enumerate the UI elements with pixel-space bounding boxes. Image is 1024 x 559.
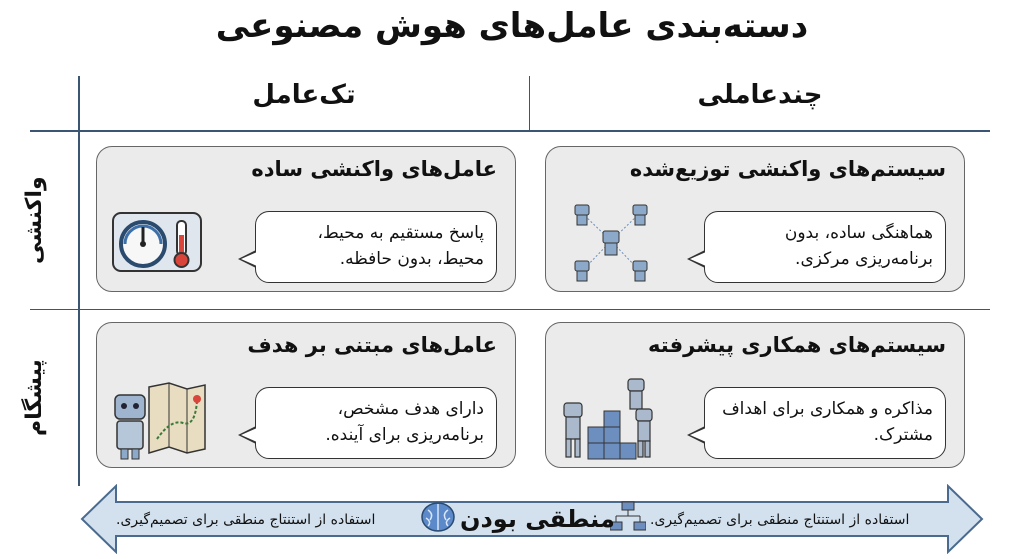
grid-vertical-divider <box>78 76 80 486</box>
speech-bubble: هماهنگی ساده، بدون برنامه‌ریزی مرکزی. <box>704 211 946 283</box>
row-header-advanced: پیشگام <box>22 359 47 437</box>
speech-bubble: پاسخ مستقیم به محیط، محیط، بدون حافظه. <box>255 211 497 283</box>
brain-icon <box>420 500 456 534</box>
robot-network-icon <box>566 201 656 285</box>
header-divider <box>30 130 990 132</box>
column-header-single-agent: تک‌عامل <box>252 80 356 110</box>
flowchart-icon <box>610 500 646 534</box>
column-header-multi-agent: چندعاملی <box>697 80 823 110</box>
cell-simple-reactive-agents <box>96 146 516 292</box>
row-divider <box>30 309 990 310</box>
cell-advanced-cooperative-systems <box>545 322 965 468</box>
cell-title: عامل‌های واکنشی ساده <box>251 157 497 181</box>
gauge-thermometer-icon <box>111 211 203 273</box>
speech-bubble: مذاکره و همکاری برای اهداف مشترک. <box>704 387 946 459</box>
rationality-label: منطقی بودن <box>460 505 615 533</box>
arrow-left-text: استفاده از استنتاج منطقی برای تصمیم‌گیری. <box>116 512 376 528</box>
cell-title: عامل‌های مبتنی بر هدف <box>247 333 497 357</box>
arrow-right-text: استفاده از استنتاج منطقی برای تصمیم‌گیری. <box>650 512 910 528</box>
page-title: دسته‌بندی عامل‌های هوش مصنوعی <box>215 6 809 46</box>
cell-title: سیستم‌های واکنشی توزیع‌شده <box>629 157 946 181</box>
speech-bubble: دارای هدف مشخص، برنامه‌ریزی برای آینده. <box>255 387 497 459</box>
robot-with-map-icon <box>109 379 209 461</box>
row-header-reactive: واکنشی <box>22 176 47 264</box>
cell-distributed-reactive-systems <box>545 146 965 292</box>
robots-building-blocks-icon <box>558 373 658 463</box>
cell-goal-based-agents <box>96 322 516 468</box>
cell-title: سیستم‌های همکاری پیشرفته <box>648 333 946 357</box>
